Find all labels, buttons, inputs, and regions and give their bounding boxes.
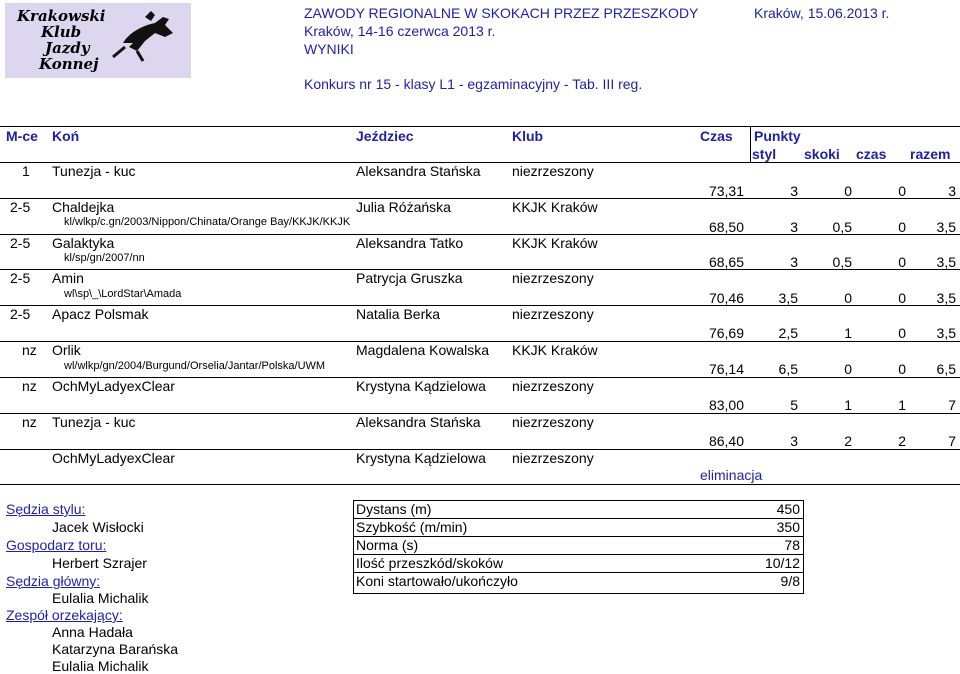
- competition-title: Konkurs nr 15 - klasy L1 - egzaminacyjny - Tab. III reg.: [304, 76, 643, 92]
- row6-horse: Orlik: [52, 342, 81, 358]
- row8-skoki: 2: [844, 433, 852, 449]
- row9-horse: OchMyLadyexClear: [52, 450, 175, 466]
- row3-czas: 0: [898, 254, 906, 270]
- course-starters-value: 9/8: [780, 573, 800, 589]
- row7-razem: 7: [948, 397, 956, 413]
- course-distance-label: Dystans (m): [356, 501, 432, 517]
- row6-time: 76,14: [708, 361, 744, 377]
- row2-place: 2-5: [10, 199, 31, 215]
- col-skoki: skoki: [804, 146, 840, 162]
- row8-czas: 2: [898, 433, 906, 449]
- row5-place: 2-5: [10, 306, 31, 322]
- row-divider: [0, 269, 960, 270]
- row8-club: niezrzeszony: [512, 414, 594, 430]
- team-member: Anna Hadała: [52, 624, 133, 640]
- row6-czas: 0: [898, 361, 906, 377]
- logo-line-3: Jazdy: [45, 39, 90, 57]
- row7-rider: Krystyna Kądzielowa: [356, 378, 486, 394]
- row-divider: [0, 198, 960, 199]
- course-obstacles-value: 10/12: [764, 555, 800, 571]
- host-label: Gospodarz toru:: [6, 537, 107, 553]
- row4-place: 2-5: [10, 270, 31, 286]
- points-divider: [750, 126, 751, 162]
- row9-club: niezrzeszony: [512, 450, 594, 466]
- row2-horse: Chaldejka: [52, 199, 115, 215]
- row4-horse: Amin: [52, 270, 84, 286]
- row8-time: 86,40: [708, 433, 744, 449]
- club-logo: [5, 3, 191, 78]
- row6-club: KKJK Kraków: [512, 342, 598, 358]
- row4-skoki: 0: [844, 290, 852, 306]
- logo-line-4: Konnej: [39, 55, 99, 73]
- row6-pedigree: wl/wlkp/gn/2004/Burgund/Orselia/Jantar/Polska/UWM: [64, 360, 326, 372]
- row2-rider: Julia Różańska: [356, 199, 451, 215]
- row3-horse: Galaktyka: [52, 235, 115, 251]
- course-speed-label: Szybkość (m/min): [356, 519, 468, 535]
- head-judge-name: Eulalia Michalik: [52, 590, 149, 606]
- row1-styl: 3: [790, 183, 798, 199]
- row3-time: 68,65: [708, 254, 744, 270]
- row4-razem: 3,5: [936, 290, 956, 306]
- row2-pedigree: kl/wlkp/c.gn/2003/Nippon/Chinata/Orange Bay/KKJK/KKJK: [64, 216, 351, 228]
- row2-club: KKJK Kraków: [512, 199, 598, 215]
- col-razem: razem: [910, 146, 951, 162]
- row5-club: niezrzeszony: [512, 306, 594, 322]
- row3-club: KKJK Kraków: [512, 235, 598, 251]
- course-distance-value: 450: [776, 501, 800, 517]
- row7-skoki: 1: [844, 397, 852, 413]
- col-styl: styl: [752, 146, 777, 162]
- row2-czas: 0: [898, 219, 906, 235]
- row7-horse: OchMyLadyexClear: [52, 378, 175, 394]
- row8-horse: Tunezja - kuc: [52, 414, 136, 430]
- row3-skoki: 0,5: [832, 254, 852, 270]
- row4-styl: 3,5: [778, 290, 798, 306]
- col-time: Czas: [700, 128, 733, 144]
- style-judge-label: Sędzia stylu:: [6, 501, 86, 517]
- host-name: Herbert Szrajer: [52, 555, 147, 571]
- event-dates: Kraków, 14-16 czerwca 2013 r.: [304, 23, 496, 39]
- style-judge-name: Jacek Wisłocki: [52, 519, 144, 535]
- course-starters-label: Koni startowało/ukończyło: [356, 573, 518, 589]
- row4-club: niezrzeszony: [512, 270, 594, 286]
- row1-czas: 0: [898, 183, 906, 199]
- row1-razem: 3: [948, 183, 956, 199]
- row5-rider: Natalia Berka: [356, 306, 441, 322]
- row1-club: niezrzeszony: [512, 163, 594, 179]
- row1-time: 73,31: [708, 183, 744, 199]
- row8-place: nz: [22, 414, 37, 430]
- row2-skoki: 0,5: [832, 219, 852, 235]
- course-divider: [353, 536, 803, 537]
- row2-time: 68,50: [708, 219, 744, 235]
- course-norm-label: Norma (s): [356, 537, 419, 553]
- col-horse: Koń: [52, 128, 80, 144]
- row6-razem: 6,5: [936, 361, 956, 377]
- row7-styl: 5: [790, 397, 798, 413]
- row4-czas: 0: [898, 290, 906, 306]
- row3-place: 2-5: [10, 235, 31, 251]
- row7-place: nz: [22, 378, 37, 394]
- row7-czas: 1: [898, 397, 906, 413]
- row5-skoki: 1: [844, 325, 852, 341]
- col-points: Punkty: [754, 128, 801, 144]
- row5-styl: 2,5: [778, 325, 798, 341]
- row3-rider: Aleksandra Tatko: [356, 235, 464, 251]
- row1-place: 1: [22, 163, 30, 179]
- row7-club: niezrzeszony: [512, 378, 594, 394]
- course-obstacles-label: Ilość przeszkód/skoków: [356, 555, 504, 571]
- row8-rider: Aleksandra Stańska: [356, 414, 481, 430]
- row8-razem: 7: [948, 433, 956, 449]
- row5-czas: 0: [898, 325, 906, 341]
- row3-styl: 3: [790, 254, 798, 270]
- results-heading: WYNIKI: [304, 41, 354, 57]
- row6-skoki: 0: [844, 361, 852, 377]
- row8-styl: 3: [790, 433, 798, 449]
- col-club: Klub: [512, 128, 544, 144]
- team-member: Eulalia Michalik: [52, 658, 149, 674]
- row9-note: eliminacja: [700, 467, 763, 483]
- row6-place: nz: [22, 342, 37, 358]
- team-member: Katarzyna Barańska: [52, 641, 179, 657]
- row2-styl: 3: [790, 219, 798, 235]
- event-title: ZAWODY REGIONALNE W SKOKACH PRZEZ PRZESZKODY: [304, 5, 699, 21]
- row6-styl: 6,5: [778, 361, 798, 377]
- team-label: Zespół orzekający:: [6, 607, 123, 623]
- row4-pedigree: wl\sp\_\LordStar\Amada: [64, 288, 182, 300]
- row5-horse: Apacz Polsmak: [52, 306, 149, 322]
- row2-razem: 3,5: [936, 219, 956, 235]
- row1-rider: Aleksandra Stańska: [356, 163, 481, 179]
- row9-rider: Krystyna Kądzielowa: [356, 450, 486, 466]
- col-place: M-ce: [6, 128, 38, 144]
- logo-line-1: Krakowski: [17, 7, 106, 25]
- row3-razem: 3,5: [936, 254, 956, 270]
- table-bottom-border: [0, 484, 960, 485]
- course-speed-value: 350: [776, 519, 800, 535]
- row5-razem: 3,5: [936, 325, 956, 341]
- row6-rider: Magdalena Kowalska: [356, 342, 490, 358]
- row3-pedigree: kl/sp/gn/2007/nn: [64, 252, 145, 264]
- head-judge-label: Sędzia główny:: [6, 573, 101, 589]
- table-top-border: [0, 126, 960, 127]
- logo-line-2: Klub: [41, 23, 82, 41]
- course-norm-value: 78: [784, 537, 800, 553]
- row-divider: [0, 234, 960, 235]
- row5-time: 76,69: [708, 325, 744, 341]
- col-rider: Jeździec: [356, 128, 414, 144]
- row4-rider: Patrycja Gruszka: [356, 270, 463, 286]
- row7-time: 83,00: [708, 397, 744, 413]
- row1-skoki: 0: [844, 183, 852, 199]
- place-date: Kraków, 15.06.2013 r.: [754, 5, 890, 21]
- row4-time: 70,46: [708, 290, 744, 306]
- row1-horse: Tunezja - kuc: [52, 163, 136, 179]
- col-czas: czas: [856, 146, 887, 162]
